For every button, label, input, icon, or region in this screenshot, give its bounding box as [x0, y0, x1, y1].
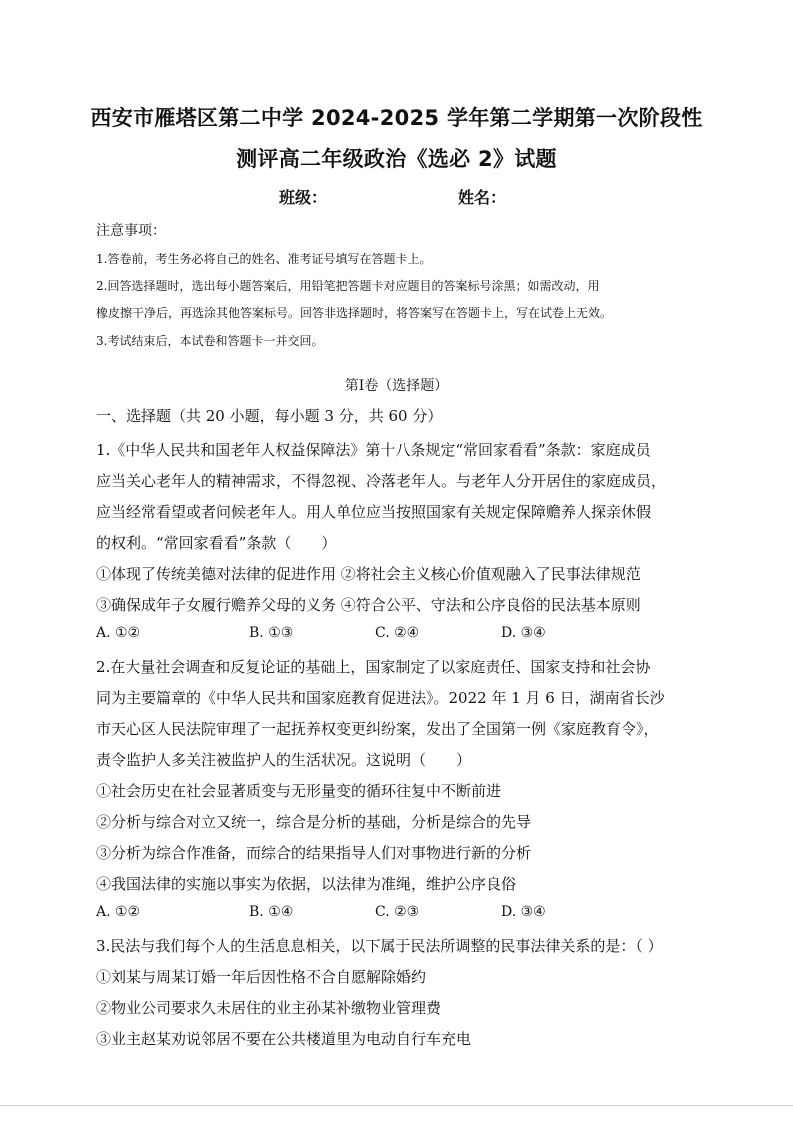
question-3-line: 3.民法与我们每个人的生活息息相关，以下属于民法所调整的民事法律关系的是：（ ）: [96, 937, 663, 955]
question-2-line: 责令监护人多关注被监护人的生活状况。这说明（ ）: [96, 751, 472, 769]
question-1-line: 应当关心老年人的精神需求，不得忽视、冷落老年人。与老年人分开居住的家庭成员，: [96, 472, 667, 490]
option-d: D. ③④: [501, 625, 546, 641]
question-1-statement: ③确保成年子女履行赡养父母的义务 ④符合公平、守法和公序良俗的民法基本原则: [96, 596, 641, 614]
class-label: 班级：: [279, 188, 328, 207]
option-b: B. ①④: [249, 904, 294, 920]
question-1-line: 1.《中华人民共和国老年人权益保障法》第十八条规定“常回家看看”条款：家庭成员: [96, 441, 651, 459]
question-3-statement: ②物业公司要求久未居住的业主孙某补缴物业管理费: [96, 999, 442, 1017]
question-1-options: [96, 625, 696, 645]
option-b: B. ①③: [249, 625, 294, 641]
option-a: A. ①②: [96, 625, 141, 641]
notice-item-1: 1.答卷前，考生务必将自己的姓名、准考证号填写在答题卡上。: [96, 252, 432, 266]
question-3-statement: ①刘某与周某订婚一年后因性格不合自愿解除婚约: [96, 968, 427, 986]
question-2-line: 2.在大量社会调查和反复论证的基础上，国家制定了以家庭责任、国家支持和社会协: [96, 658, 651, 676]
name-label: 姓名：: [458, 188, 507, 207]
option-c: C. ②④: [375, 625, 420, 641]
part-heading: 一、选择题（共 20 小题，每小题 3 分，共 60 分）: [96, 407, 443, 425]
question-1-line: 的权利。“常回家看看”条款（ ）: [96, 534, 337, 552]
question-2-statement: ①社会历史在社会显著质变与无形量变的循环往复中不断前进: [96, 782, 502, 800]
option-d: D. ③④: [501, 904, 546, 920]
exam-title-line1: 西安市雁塔区第二中学 2024-2025 学年第二学期第一次阶段性: [90, 106, 703, 130]
notice-item-3: 3.考试结束后，本试卷和答题卡一并交回。: [96, 334, 324, 348]
question-1-statement: ①体现了传统美德对法律的促进作用 ②将社会主义核心价值观融入了民事法律规范: [96, 565, 641, 583]
notice-item-2-line1: 2.回答选择题时，选出每小题答案后，用铅笔把答题卡对应题目的答案标号涂黑；如需改动，用: [96, 279, 600, 293]
question-2-statement: ④我国法律的实施以事实为依据，以法律为准绳，维护公序良俗: [96, 875, 517, 893]
page-bottom-rule: [0, 1105, 793, 1106]
option-c: C. ②③: [375, 904, 420, 920]
question-1-line: 应当经常看望或者问候老年人。用人单位应当按照国家有关规定保障赡养人探亲休假: [96, 503, 652, 521]
question-2-line: 市天心区人民法院审理了一起抚养权变更纠纷案，发出了全国第一例《家庭教育令》，: [96, 720, 659, 738]
notice-item-2-line2: 橡皮擦干净后，再选涂其他答案标号。回答非选择题时，将答案写在答题卡上，写在试卷上无效。: [96, 306, 613, 320]
exam-title-line2: 测评高二年级政治《选必 2》试题: [236, 147, 557, 171]
question-2-statement: ③分析为综合作准备，而综合的结果指导人们对事物进行新的分析: [96, 844, 532, 862]
question-2-statement: ②分析与综合对立又统一，综合是分析的基础，分析是综合的先导: [96, 813, 532, 831]
question-2-line: 同为主要篇章的《中华人民共和国家庭教育促进法》。2022 年 1 月 6 日，湖南省长沙: [96, 689, 665, 707]
question-3-statement: ③业主赵某劝说邻居不要在公共楼道里为电动自行车充电: [96, 1030, 472, 1048]
section-title: 第Ⅰ卷（选择题）: [344, 378, 449, 394]
notice-heading: 注意事项：: [96, 223, 166, 239]
question-2-options: [96, 904, 696, 924]
option-a: A. ①②: [96, 904, 141, 920]
